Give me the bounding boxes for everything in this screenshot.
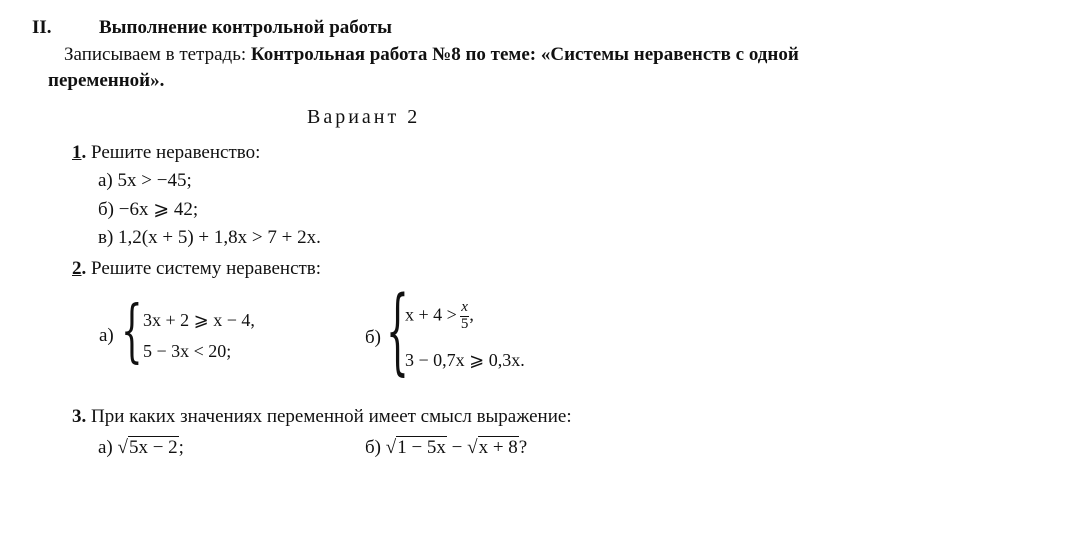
task-3-a-label: а) xyxy=(98,437,113,458)
task-1-dot: . xyxy=(81,142,87,163)
task-3-b-minus: − xyxy=(451,437,463,458)
system-b-line1-end: , xyxy=(469,304,474,325)
sqrt-b1-radicand: 1 − 5x xyxy=(397,437,446,458)
sqrt-a-radicand: 5x − 2 xyxy=(128,437,178,458)
intro-prefix: Записываем в тетрадь: xyxy=(64,44,251,65)
task-1-item-b: б) −6x ⩾ 42; xyxy=(98,199,199,220)
system-b-line1 xyxy=(405,300,474,333)
system-a-line1: 3x + 2 ⩾ x − 4, xyxy=(143,310,255,330)
system-a-line2: 5 − 3x < 20; xyxy=(143,341,232,361)
sqrt-b2-radicand: x + 8 xyxy=(478,437,518,458)
task-3-b-label: б) xyxy=(365,437,381,458)
intro-topic-line1: Контрольная работа №8 по теме: «Системы неравенств с одной xyxy=(250,44,799,65)
task-3-item-a xyxy=(98,437,184,459)
system-b-line2: 3 − 0,7x ⩾ 0,3x. xyxy=(405,350,525,370)
task-1-item-c: в) 1,2(x + 5) + 1,8x > 7 + 2x. xyxy=(98,227,321,248)
sqrt-b2: √x + 8 xyxy=(467,437,518,458)
task-2-number: 2 xyxy=(72,258,82,279)
task-1-prompt: Решите неравенство: xyxy=(91,142,261,163)
task-2-dot: . xyxy=(81,258,87,279)
task-1-number: 1 xyxy=(72,142,82,163)
system-b-brace: { xyxy=(386,279,409,386)
sqrt-b1: √1 − 5x xyxy=(385,437,446,458)
task-3-heading xyxy=(72,406,572,428)
intro-line xyxy=(64,44,799,66)
task-3-number: 3. xyxy=(72,406,87,427)
system-a-label: а) xyxy=(99,325,114,346)
system-a-brace: { xyxy=(121,292,143,372)
section-title: Выполнение контрольной работы xyxy=(99,17,392,38)
fraction-denominator: 5 xyxy=(460,315,469,332)
intro-topic-line2: переменной». xyxy=(48,70,165,91)
fraction-numerator: x xyxy=(461,299,468,315)
task-2-prompt: Решите систему неравенств: xyxy=(91,258,322,279)
task-2-heading xyxy=(72,258,321,280)
sqrt-a: √5x − 2 xyxy=(117,437,178,458)
task-3-item-b xyxy=(365,437,527,459)
task-3-b-end: ? xyxy=(518,437,528,458)
task-3-prompt: При каких значениях переменной имеет смысл выражение: xyxy=(91,406,572,427)
variant-heading: Вариант 2 xyxy=(307,106,421,128)
task-1-heading xyxy=(72,142,260,164)
system-b-line1-lhs: x + 4 > xyxy=(405,304,457,325)
task-1-item-a: а) 5x > −45; xyxy=(98,170,192,191)
section-number: II. xyxy=(32,17,52,38)
task-3-a-end: ; xyxy=(178,437,184,458)
system-b-label: б) xyxy=(365,327,381,348)
system-b-fraction xyxy=(460,300,470,333)
